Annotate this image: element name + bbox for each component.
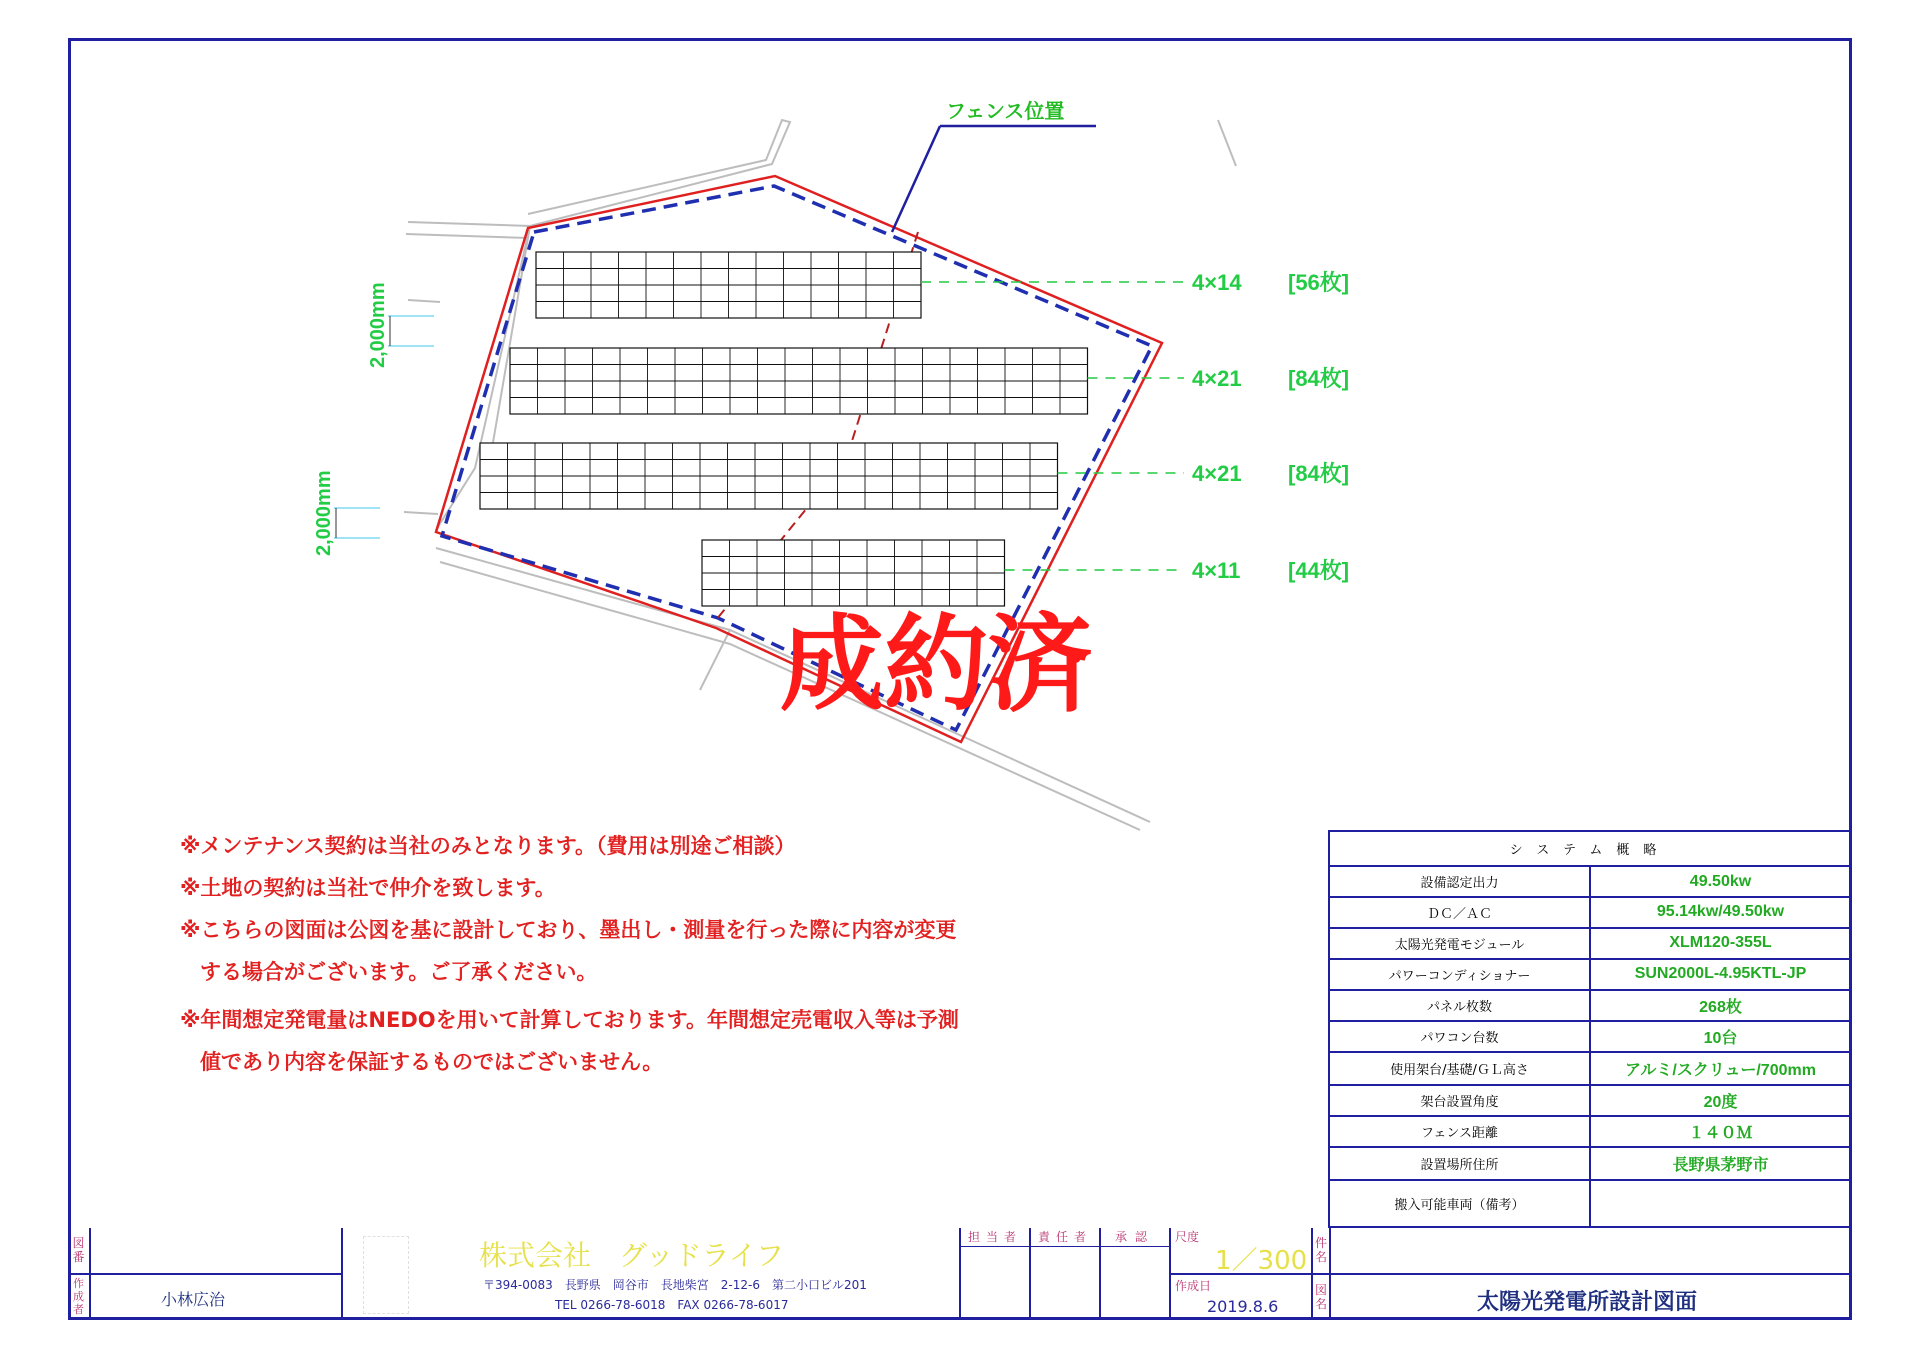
panel-array (702, 540, 1005, 606)
date-label: 作成日 (1175, 1279, 1212, 1293)
row-label: 搬入可能車両（備考） (1329, 1180, 1590, 1227)
row-label: 設置場所住所 (1329, 1147, 1590, 1180)
table-row (1329, 928, 1851, 959)
row-value: 20度 (1590, 1085, 1851, 1116)
table-row (1329, 897, 1851, 928)
row-value: 268枚 (1590, 990, 1851, 1021)
panel-array (510, 348, 1088, 414)
author-cell (90, 1274, 342, 1320)
date-cell (1170, 1274, 1312, 1320)
title-block (68, 1228, 1852, 1320)
array-callouts (921, 270, 1349, 583)
drawing-name-label-cell (1312, 1274, 1330, 1320)
stamp-approval (1100, 1228, 1170, 1320)
row-label: ＤＣ／ＡＣ (1329, 897, 1590, 928)
date-value: 2019.8.6 (1207, 1297, 1279, 1316)
panel-arrays (480, 252, 1088, 606)
scale-label: 尺度 (1175, 1230, 1200, 1244)
panel-array (480, 443, 1058, 509)
subject-label: 件名 (1315, 1236, 1328, 1264)
subject-cell (1330, 1228, 1852, 1274)
table-row (1329, 866, 1851, 897)
drawing-no-label-cell (68, 1228, 90, 1274)
table-heading: システム概略 (1329, 831, 1851, 866)
row-value: 95.14kw/49.50kw (1590, 897, 1851, 928)
row-value: アルミ/スクリュー/700mm (1590, 1052, 1851, 1085)
drawing-name-label: 図名 (1315, 1283, 1328, 1311)
drawing-no-label: 図番 (72, 1236, 85, 1264)
subject-label-cell (1312, 1228, 1330, 1274)
table-heading-row (1329, 831, 1851, 866)
array-panel-count: [44枚] (1288, 558, 1350, 583)
note-1: ※メンテナンス契約は当社のみとなります。（費用は別途ご相談） (180, 834, 796, 858)
drawing-name-cell (1330, 1274, 1852, 1320)
company-name: 株式会社 グッドライフ (479, 1239, 784, 1272)
array-config-label: 4×21 (1192, 461, 1242, 486)
row-value: XLM120-355L (1590, 928, 1851, 959)
row-value: 49.50kw (1590, 866, 1851, 897)
table-row (1329, 990, 1851, 1021)
array-panel-count: [84枚] (1288, 461, 1350, 486)
row-label: 太陽光発電モジュール (1329, 928, 1590, 959)
row-value: SUN2000L-4.95KTL-JP (1590, 959, 1851, 990)
stamp-manager (1030, 1228, 1100, 1320)
company-seal (363, 1236, 409, 1314)
row-label: 架台設置角度 (1329, 1085, 1590, 1116)
row-value: 長野県茅野市 (1590, 1147, 1851, 1180)
row-value: １４０Ｍ (1590, 1116, 1851, 1147)
drawing-no-cell (90, 1228, 342, 1274)
note-3: ※こちらの図面は公図を基に設計しており、墨出し・測量を行った際に内容が変更 (180, 918, 957, 942)
system-summary-table (1328, 830, 1852, 1228)
table-row (1329, 1052, 1851, 1085)
note-2: ※土地の契約は当社で仲介を致します。 (180, 876, 556, 900)
parcel-line (406, 222, 530, 238)
table-row (1329, 1147, 1851, 1180)
contract-stamp: 成約済 (780, 603, 1093, 725)
table-row (1329, 1021, 1851, 1052)
company-phone: TEL 0266-78-6018 FAX 0266-78-6017 (555, 1298, 789, 1312)
panel-array (536, 252, 921, 318)
dimension-label: 2,000mm (367, 282, 389, 368)
array-config-label: 4×14 (1192, 270, 1242, 295)
row-label: パワコン台数 (1329, 1021, 1590, 1052)
note-4: する場合がございます。ご了承ください。 (200, 960, 598, 984)
row-label: 設備認定出力 (1329, 866, 1590, 897)
table-row (1329, 959, 1851, 990)
row-value: 10台 (1590, 1021, 1851, 1052)
row-label: パネル枚数 (1329, 990, 1590, 1021)
row-label: 使用架台/基礎/ＧＬ高さ (1329, 1052, 1590, 1085)
table-row (1329, 1116, 1851, 1147)
stamp-person-in-charge (960, 1228, 1030, 1320)
row-label: パワーコンディショナー (1329, 959, 1590, 990)
parcel-line (408, 300, 440, 302)
fence-label: フェンス位置 (946, 99, 1065, 123)
drawing-name-value: 太陽光発電所設計図面 (1477, 1290, 1698, 1315)
author-label: 作成者 (73, 1277, 84, 1316)
table-row (1329, 1085, 1851, 1116)
row-label: フェンス距離 (1329, 1116, 1590, 1147)
stamp-label: 承認 (1101, 1228, 1169, 1247)
parcel-line (404, 512, 438, 514)
dimension-label: 2,000mm (313, 470, 335, 556)
fence-callout-leader (892, 126, 940, 232)
scale-value: 1／300 (1215, 1246, 1308, 1276)
array-config-label: 4×21 (1192, 366, 1242, 391)
note-6: 値であり内容を保証するものではございません。 (200, 1050, 664, 1074)
note-5: ※年間想定発電量はNEDOを用いて計算しております。年間想定売電収入等は予測 (180, 1008, 959, 1032)
author-label-cell (68, 1274, 90, 1320)
parcel-line (528, 120, 790, 226)
dimension-marker-2 (313, 470, 380, 556)
company-cell (342, 1228, 960, 1320)
fence-callout (892, 99, 1096, 232)
row-value (1590, 1180, 1851, 1227)
array-config-label: 4×11 (1192, 558, 1241, 583)
dimension-marker-1 (367, 282, 434, 368)
company-address: 〒394-0083 長野県 岡谷市 長地柴宮 2-12-6 第二小口ビル201 (483, 1278, 867, 1292)
author-name: 小林広治 (161, 1290, 226, 1309)
array-panel-count: [84枚] (1288, 366, 1350, 391)
stamp-label: 責任者 (1031, 1228, 1099, 1247)
scale-cell (1170, 1228, 1312, 1274)
stamp-label: 担当者 (961, 1228, 1029, 1247)
table-row (1329, 1180, 1851, 1227)
array-panel-count: [56枚] (1288, 270, 1350, 295)
parcel-line (1218, 120, 1236, 166)
